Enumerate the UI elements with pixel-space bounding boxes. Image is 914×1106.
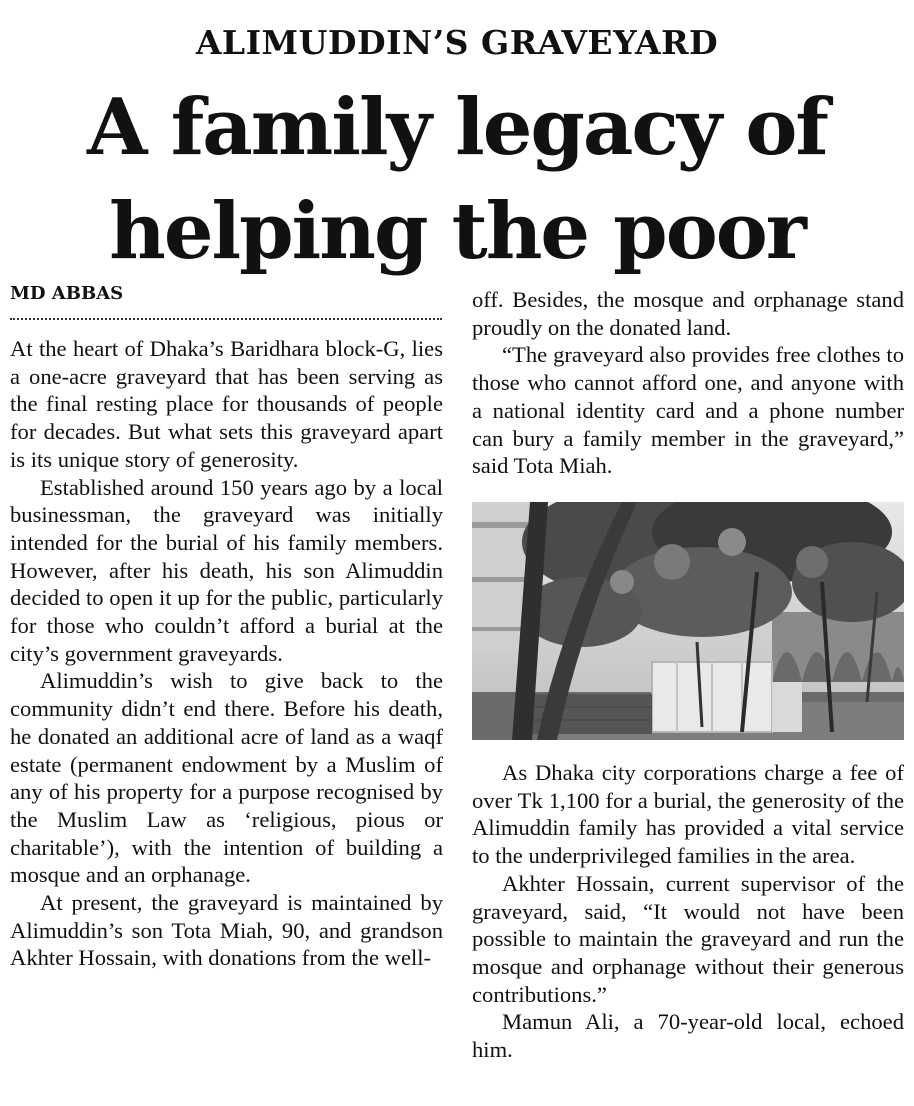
headline-line-1: A family legacy of	[87, 82, 827, 173]
paragraph: As Dhaka city corporations charge a fee of over Tk 1,100 for a burial, the generosity of the Alimuddin family has provided a vital service to the underprivileged families in the area.	[472, 760, 904, 869]
byline-divider	[10, 318, 442, 320]
article-column-1	[10, 335, 443, 972]
article-column-2-bottom	[472, 759, 904, 1064]
paragraph: off. Besides, the mosque and orphanage stand proudly on the donated land.	[472, 287, 904, 340]
paragraph: At the heart of Dhaka’s Baridhara block-G, lies a one-acre graveyard that has been serving as the final resting place for thousands of people for decades. But what sets this graveyard apart is its unique story of generosity.	[10, 336, 443, 472]
headline	[0, 76, 914, 284]
graveyard-photo	[472, 502, 904, 740]
paragraph: Akhter Hossain, current supervisor of the graveyard, said, “It would not have been possible to maintain the graveyard and run the mosque and orphanage without their generous contributions.”	[472, 870, 904, 1007]
paragraph: Established around 150 years ago by a local businessman, the graveyard was initially intended for the burial of his family members. However, after his death, his son Alimuddin decided to open it up for the public, particularly for those who couldn’t afford a burial at the city’s government graveyards.	[10, 474, 443, 666]
article-column-2-top	[472, 286, 904, 480]
paragraph: At present, the graveyard is maintained by Alimuddin’s son Tota Miah, 90, and grandson Akhter Hossain, with donations from the well-	[10, 890, 443, 971]
paragraph: Alimuddin’s wish to give back to the community didn’t end there. Before his death, he donated an additional acre of land as a waqf estate (permanent endowment by a Muslim of any of his property for a purpose recognised by the Muslim Law as ‘religious, pious or charitable’), with the intention of building a mosque and an orphanage.	[10, 668, 443, 888]
paragraph: “The graveyard also provides free clothes to those who cannot afford one, and anyone with a national identity card and a phone number can bury a family member in the graveyard,” said Tota Miah.	[472, 342, 904, 479]
headline-line-2: helping the poor	[109, 186, 805, 277]
paragraph: Mamun Ali, a 70-year-old local, echoed him.	[472, 1009, 904, 1063]
kicker: ALIMUDDIN’S GRAVEYARD	[195, 23, 719, 62]
byline: MD ABBAS	[10, 283, 124, 304]
